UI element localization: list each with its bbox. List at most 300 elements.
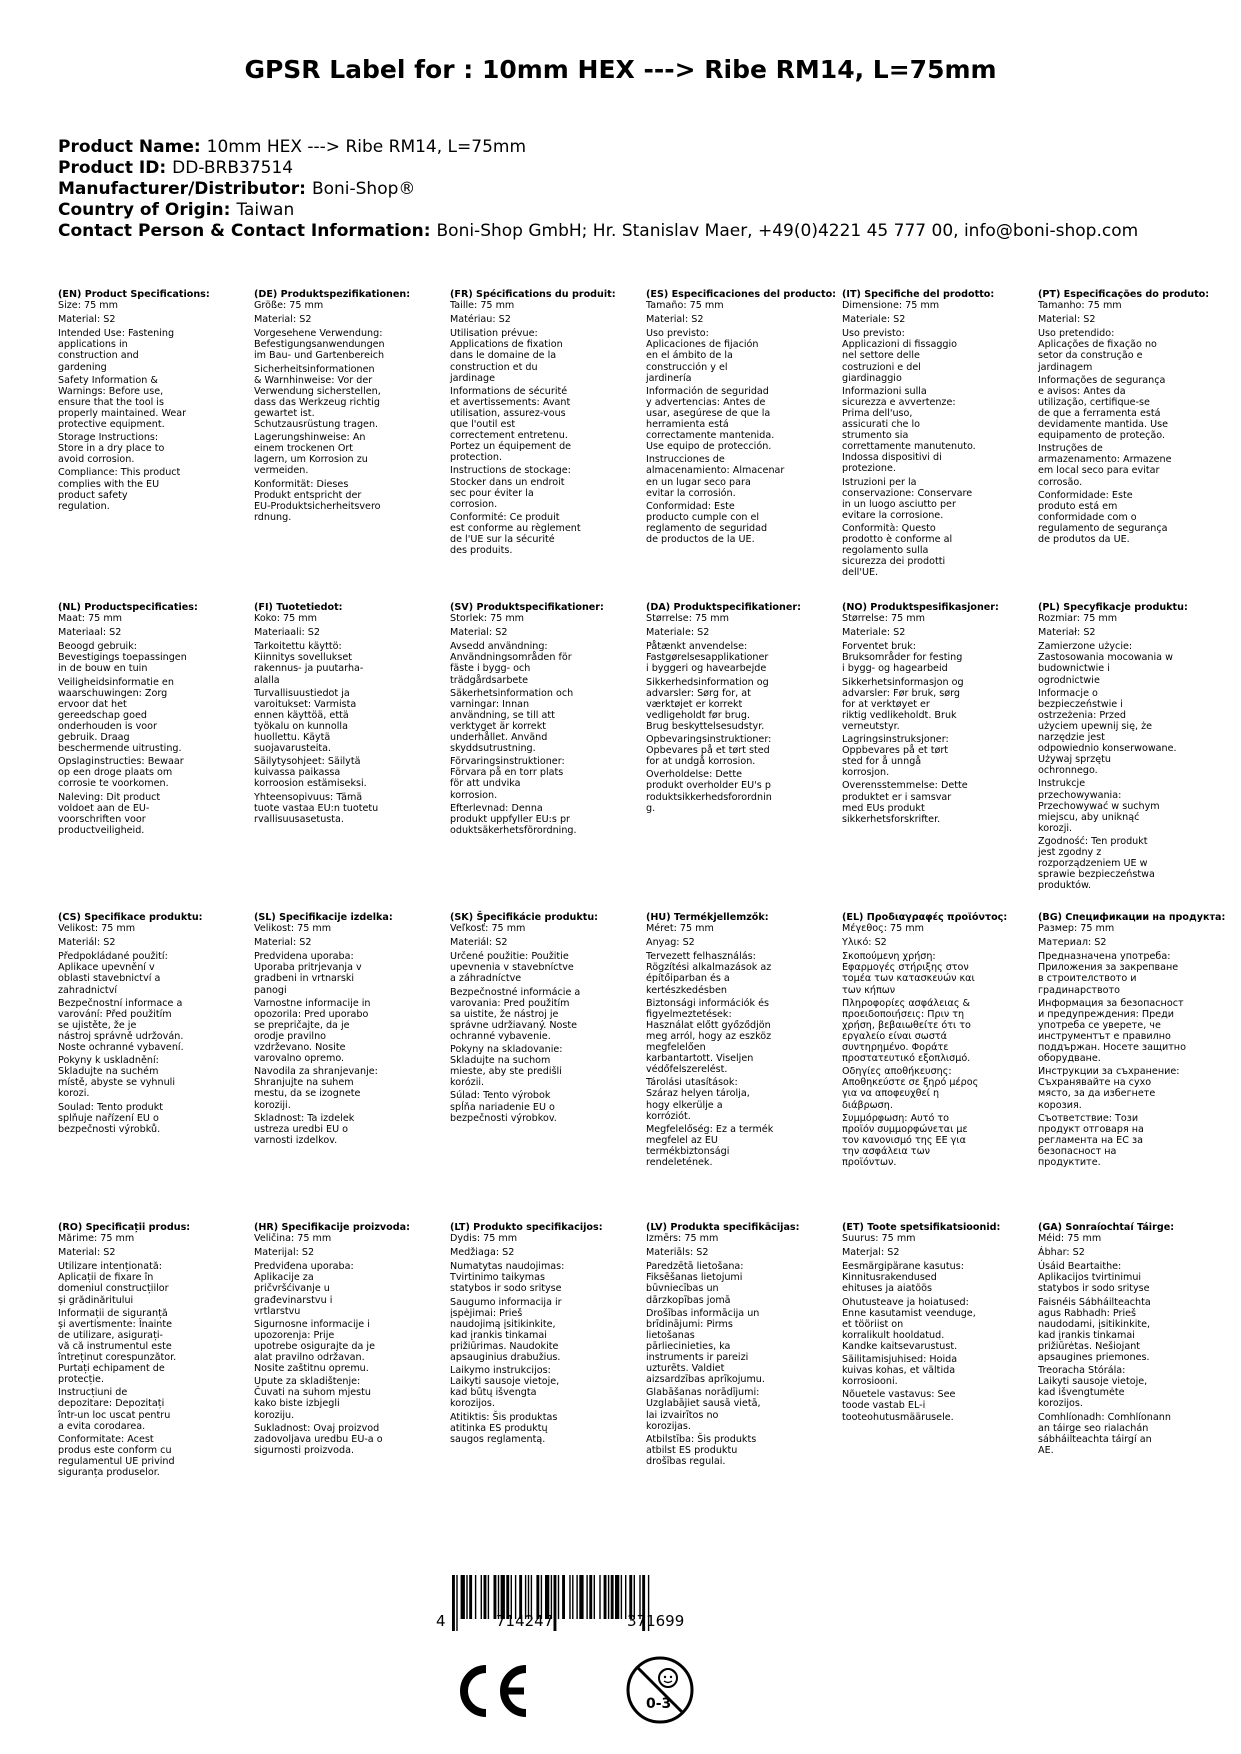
spec-line: rvallisuusasetusta. xyxy=(254,813,344,825)
spec-line: product safety xyxy=(58,489,128,501)
spec-block xyxy=(254,1376,450,1420)
info-row xyxy=(58,158,1208,179)
spec-line: Uso pretendido: xyxy=(1038,328,1115,340)
spec-line: se prepričajte, da je xyxy=(254,1019,350,1031)
barcode-bar xyxy=(558,1575,559,1619)
spec-line: Predvidena uporaba: xyxy=(254,951,354,963)
spec-line: Instrucciones de xyxy=(646,454,725,466)
spec-size: Tamaño: 75 mm xyxy=(646,300,724,312)
spec-heading: (SL) Specifikacije izdelka: xyxy=(254,912,393,923)
spec-block xyxy=(450,1412,646,1445)
spec-size: Veľkosť: 75 mm xyxy=(450,923,526,935)
spec-block xyxy=(1038,443,1234,487)
spec-material: Υλικό: S2 xyxy=(842,937,887,949)
spec-line: en un lugar seco para xyxy=(646,476,751,488)
spec-line: Avsedd användning: xyxy=(450,641,548,653)
spec-row xyxy=(58,602,1238,912)
spec-size: Dimensione: 75 mm xyxy=(842,300,940,312)
spec-line: gradbeni in vrtnarski xyxy=(254,973,355,985)
spec-block xyxy=(58,951,254,995)
spec-row xyxy=(58,1222,1238,1532)
spec-line: voorschriften voor xyxy=(58,813,146,825)
spec-line: Skladujte na suchém xyxy=(58,1066,159,1078)
spec-line: Informații de siguranță xyxy=(58,1307,168,1319)
spec-line: korralikult hooldatud. xyxy=(842,1329,945,1341)
spec-line: Treoracha Stórála: xyxy=(1038,1365,1126,1377)
spec-line: sikkerhetsforskrifter. xyxy=(842,813,941,825)
spec-line: conformidade com o xyxy=(1038,511,1137,523)
spec-line: într-un loc uscat pentru xyxy=(58,1409,171,1421)
spec-line: setor da construção e xyxy=(1038,350,1143,362)
spec-line: Yhteensopivuus: Tämä xyxy=(254,791,363,803)
spec-line: corrosion. xyxy=(450,498,498,510)
info-label: Manufacturer/Distributor: xyxy=(58,179,306,199)
spec-line: инструментът е правилно xyxy=(1038,1030,1171,1042)
spec-line: em local seco para evitar xyxy=(1038,465,1160,477)
spec-heading: (GA) Sonraíochtaí Táirge: xyxy=(1038,1222,1175,1233)
barcode-bar xyxy=(452,1575,455,1631)
spec-block xyxy=(1038,490,1234,545)
barcode-bar xyxy=(569,1575,570,1619)
spec-line: varovania: Pred použitím xyxy=(450,997,570,1009)
spec-line: a záhradníctve xyxy=(450,973,522,985)
spec-line: τον κανονισμό της ΕΕ για xyxy=(842,1134,966,1146)
info-value: 10mm HEX ---> Ribe RM14, L=75mm xyxy=(206,137,527,157)
spec-line: Prima dell'uso, xyxy=(842,407,913,419)
spec-line: an táirge seo rialachán xyxy=(1038,1422,1149,1434)
spec-block xyxy=(842,1066,1038,1110)
spec-line: oduktsäkerhetsförordning. xyxy=(450,824,577,836)
spec-line: pričvršćivanje u xyxy=(254,1283,330,1295)
spec-block xyxy=(254,1261,450,1316)
spec-block xyxy=(450,641,646,685)
spec-line: ustreza uredbi EU o xyxy=(254,1123,349,1135)
spec-line: lai izvairītos no xyxy=(646,1409,719,1421)
spec-line: Zastosowania mocowania w xyxy=(1038,652,1173,664)
spec-line: Conformité: Ce produit xyxy=(450,511,560,523)
spec-material: Materiál: S2 xyxy=(58,937,116,949)
spec-block xyxy=(450,1261,646,1294)
spec-line: Portez un équipement de xyxy=(450,441,572,453)
spec-line: ostrzeżenia: Przed xyxy=(1038,709,1126,721)
spec-line: kertészkedésben xyxy=(646,984,727,996)
spec-line: Noste ochranné vybavení. xyxy=(58,1042,184,1054)
spec-column xyxy=(842,1222,1038,1532)
spec-line: Brug beskyttelsesudstyr. xyxy=(646,720,765,732)
spec-block xyxy=(450,1365,646,1409)
spec-block xyxy=(450,803,646,836)
spec-size: Veličina: 75 mm xyxy=(254,1233,332,1245)
spec-line: Istruzioni per la xyxy=(842,476,917,488)
spec-line: megfelel az EU xyxy=(646,1134,718,1146)
barcode-bar xyxy=(456,1575,457,1631)
spec-line: Use equipo de protección. xyxy=(646,441,772,453)
spec-line: apsauginius drabužius. xyxy=(450,1352,561,1364)
spec-block xyxy=(842,998,1038,1065)
spec-block xyxy=(58,1102,254,1135)
spec-block xyxy=(58,1261,254,1305)
barcode-bar xyxy=(484,1575,487,1619)
spec-block xyxy=(646,454,842,498)
spec-line: Kandke kaitsevarustust. xyxy=(842,1340,958,1352)
spec-line: Pokyny k uskladnění: xyxy=(58,1055,159,1067)
spec-size: Размер: 75 mm xyxy=(1038,923,1115,935)
info-value: Taiwan xyxy=(236,200,295,220)
spec-line: spĺňa nariadenie EU o xyxy=(450,1101,555,1113)
spec-line: vrtlarstvu xyxy=(254,1305,301,1317)
spec-line: Laikyti sausoje vietoje, xyxy=(1038,1376,1148,1388)
spec-line: Navodila za shranjevanje: xyxy=(254,1066,378,1078)
spec-line: sábháilteachta táirgí an xyxy=(1038,1433,1152,1445)
spec-line: koroziji. xyxy=(254,1099,291,1111)
spec-line: verktyget är korrekt xyxy=(450,720,547,732)
spec-line: Utilisation prévue: xyxy=(450,328,538,340)
spec-line: tooteohutusmäärusele. xyxy=(842,1411,954,1423)
spec-line: apsaugines priemones. xyxy=(1038,1352,1150,1364)
spec-block xyxy=(1038,1297,1234,1364)
spec-line: Sigurnosne informacije i xyxy=(254,1318,370,1330)
spec-block xyxy=(450,1090,646,1123)
spec-column xyxy=(254,912,450,1222)
spec-line: Säilitamisjuhised: Hoida xyxy=(842,1354,958,1366)
spec-line: Beoogd gebruik: xyxy=(58,641,138,653)
spec-line: værktøjet er korrekt xyxy=(646,698,743,710)
spec-line: y advertencias: Antes de xyxy=(646,396,766,408)
spec-line: jardinagem xyxy=(1038,361,1093,373)
info-label: Country of Origin: xyxy=(58,200,231,220)
spec-line: a evita corodarea. xyxy=(58,1420,146,1432)
spec-line: upevnenia v stavebníctve xyxy=(450,962,574,974)
spec-size: Größe: 75 mm xyxy=(254,300,324,312)
spec-line: oblasti stavebnictví a xyxy=(58,973,161,985)
spec-line: kad įrankis tinkamai xyxy=(450,1329,547,1341)
spec-line: zahradnictví xyxy=(58,984,118,996)
spec-line: Naleving: Dit product xyxy=(58,791,161,803)
spec-column xyxy=(646,289,842,602)
spec-block xyxy=(58,375,254,430)
spec-row xyxy=(58,289,1238,602)
spec-block xyxy=(646,1308,842,1386)
spec-block xyxy=(1038,998,1234,1065)
spec-block xyxy=(842,1261,1038,1294)
barcode-bar xyxy=(589,1575,592,1619)
spec-block xyxy=(58,792,254,836)
spec-line: Úsáid Beartaithe: xyxy=(1038,1261,1122,1273)
spec-line: kuivassa paikassa xyxy=(254,767,341,779)
spec-line: Conformidade: Este xyxy=(1038,489,1133,501)
spec-block xyxy=(646,1124,842,1168)
spec-block xyxy=(58,1055,254,1099)
spec-block xyxy=(1038,1365,1234,1409)
spec-line: in un luogo asciutto per xyxy=(842,498,956,510)
spec-heading: (FR) Spécifications du produit: xyxy=(450,289,616,300)
spec-line: construction and xyxy=(58,350,139,362)
spec-heading: (EN) Product Specifications: xyxy=(58,289,210,300)
info-value: Boni-Shop GmbH; Hr. Stanislav Maer, +49(0)4221 45 777 00, info@boni-shop.com xyxy=(436,221,1139,241)
spec-block xyxy=(842,734,1038,778)
spec-line: advarsler: Sørg for, at xyxy=(646,687,751,699)
spec-line: Instrucțiuni de xyxy=(58,1387,128,1399)
spec-material: Materiał: S2 xyxy=(1038,627,1096,639)
spec-line: de produtos da UE. xyxy=(1038,533,1130,545)
spec-heading: (EL) Προδιαγραφές προϊόντος: xyxy=(842,912,1008,923)
barcode-bar xyxy=(621,1575,622,1619)
spec-block xyxy=(842,477,1038,521)
spec-line: kad būtų išvengta xyxy=(450,1387,537,1399)
spec-line: Tvirtinimo taikymas xyxy=(450,1272,546,1284)
spec-heading: (LV) Produkta specifikācijas: xyxy=(646,1222,800,1233)
spec-column xyxy=(1038,912,1234,1222)
spec-line: op een droge plaats om xyxy=(58,767,173,779)
spec-line: Conformitate: Acest xyxy=(58,1433,154,1445)
info-label: Contact Person & Contact Information: xyxy=(58,221,431,241)
spec-block xyxy=(254,1319,450,1374)
spec-material: Materiaal: S2 xyxy=(58,627,122,639)
spec-line: dārzkopības jomā xyxy=(646,1294,731,1306)
spec-size: Koko: 75 mm xyxy=(254,613,317,625)
barcode-bar xyxy=(611,1575,614,1619)
spec-line: Sicherheitsinformationen xyxy=(254,363,375,375)
spec-column xyxy=(450,602,646,912)
spec-line: drošības regulai. xyxy=(646,1455,726,1467)
spec-block xyxy=(1038,778,1234,833)
spec-line: utilização, certifique-se xyxy=(1038,396,1150,408)
spec-line: Uso previsto: xyxy=(842,328,905,340)
spec-line: budownictwie i xyxy=(1038,663,1110,675)
spec-block xyxy=(254,1113,450,1146)
spec-line: riktig vedlikeholdt. Bruk xyxy=(842,709,957,721)
spec-block xyxy=(450,512,646,556)
spec-line: que l'outil est xyxy=(450,419,516,431)
spec-material: Material: S2 xyxy=(254,937,312,949)
spec-line: & Warnhinweise: Vor der xyxy=(254,374,373,386)
spec-block xyxy=(58,1308,254,1386)
spec-line: Saugumo informacija ir xyxy=(450,1296,562,1308)
spec-line: voldoet aan de EU- xyxy=(58,802,150,814)
spec-block xyxy=(646,951,842,995)
spec-column xyxy=(450,1222,646,1532)
spec-line: korozji. xyxy=(1038,822,1073,834)
spec-line: usar, asegúrese de que la xyxy=(646,407,771,419)
spec-line: AE. xyxy=(1038,1444,1054,1456)
spec-heading: (SK) Špecifikácie produktu: xyxy=(450,912,599,923)
spec-block xyxy=(646,677,842,732)
spec-heading: (DE) Produktspezifikationen: xyxy=(254,289,411,300)
spec-line: προϊόντων. xyxy=(842,1156,897,1168)
spec-line: rendeletének. xyxy=(646,1156,713,1168)
spec-line: odpowiednio konserwowane. xyxy=(1038,743,1177,755)
spec-line: kuivas kohas, et vältida xyxy=(842,1365,956,1377)
spec-block xyxy=(254,364,450,431)
spec-heading: (LT) Produkto specifikacijos: xyxy=(450,1222,603,1233)
spec-material: Material: S2 xyxy=(254,314,312,326)
spec-line: Aplicaciones de fijación xyxy=(646,339,759,351)
spec-line: místě, abyste se vyhnuli xyxy=(58,1077,176,1089)
spec-line: Zgodność: Ten produkt xyxy=(1038,835,1148,847)
spec-line: Laikymo instrukcijos: xyxy=(450,1365,551,1377)
spec-line: Bruksområder for festing xyxy=(842,652,963,664)
spec-block xyxy=(254,688,450,755)
spec-block xyxy=(450,386,646,464)
spec-line: onderhouden is voor xyxy=(58,720,157,732)
spec-line: zadovoljava uredbu EU-a o xyxy=(254,1433,383,1445)
spec-line: Intended Use: Fastening xyxy=(58,328,175,340)
spec-line: Konformität: Dieses xyxy=(254,478,349,490)
spec-line: korózii. xyxy=(450,1077,485,1089)
spec-line: gewartet ist. xyxy=(254,407,315,419)
spec-line: armazenamento: Armazene xyxy=(1038,454,1172,466)
spec-block xyxy=(646,501,842,545)
spec-line: conservazione: Conservare xyxy=(842,487,973,499)
spec-line: Aplicações de fixação no xyxy=(1038,339,1157,351)
spec-material: Material: S2 xyxy=(58,1247,116,1259)
info-label: Product ID: xyxy=(58,158,167,178)
spec-line: sa uistite, že nástroj je xyxy=(450,1008,559,1020)
spec-line: atitinka ES produktų xyxy=(450,1422,548,1434)
spec-line: Efterlevnad: Denna xyxy=(450,802,543,814)
spec-heading: (ES) Especificaciones del producto: xyxy=(646,289,837,300)
spec-material: Material: S2 xyxy=(646,314,704,326)
spec-block xyxy=(1038,1066,1234,1110)
spec-line: Čuvati na suhom mjestu xyxy=(254,1387,371,1399)
spec-size: Size: 75 mm xyxy=(58,300,118,312)
spec-line: Compliance: This product xyxy=(58,467,181,479)
spec-line: lagern, um Korrosion zu xyxy=(254,454,368,466)
barcode-bar xyxy=(599,1575,600,1619)
spec-column xyxy=(254,602,450,912)
spec-block xyxy=(1038,328,1234,372)
spec-line: Informacje o xyxy=(1038,687,1098,699)
spec-material: Material: S2 xyxy=(1038,314,1096,326)
spec-line: Használat előtt győződjön xyxy=(646,1019,771,1031)
spec-line: underhållet. Använd xyxy=(450,732,548,744)
spec-column xyxy=(646,602,842,912)
spec-line: työkalu on kunnolla xyxy=(254,720,348,732)
spec-line: Purtați echipament de xyxy=(58,1363,165,1375)
spec-heading: (BG) Спецификации на продукта: xyxy=(1038,912,1226,923)
spec-line: varování: Před použitím xyxy=(58,1008,172,1020)
spec-material: Materiál: S2 xyxy=(450,937,508,949)
spec-size: Velikost: 75 mm xyxy=(58,923,136,935)
spec-line: την ασφάλεια των xyxy=(842,1145,930,1157)
spec-line: Predviđena uporaba: xyxy=(254,1261,354,1273)
info-row xyxy=(58,221,1208,242)
spec-block xyxy=(646,1077,842,1121)
barcode-bar xyxy=(466,1575,467,1619)
spec-line: Indossa dispositivi di xyxy=(842,452,942,464)
spec-size: Størrelse: 75 mm xyxy=(646,613,729,625)
spec-line: регламента на ЕС за xyxy=(1038,1134,1143,1146)
spec-line: regulamentul UE privind xyxy=(58,1455,175,1467)
barcode-bar xyxy=(475,1575,476,1619)
spec-line: Bezpečnostné informácie a xyxy=(450,986,581,998)
spec-line: Stocker dans un endroit xyxy=(450,476,565,488)
spec-line: Laikyti sausoje vietoje, xyxy=(450,1376,560,1388)
spec-line: korozi. xyxy=(58,1088,90,1100)
spec-line: για να αποφευχθεί η xyxy=(842,1088,940,1100)
spec-line: Upute za skladištenje: xyxy=(254,1376,361,1388)
barcode xyxy=(434,1575,734,1647)
spec-line: megfelelően xyxy=(646,1042,706,1054)
spec-line: Určené použitie: Použitie xyxy=(450,951,569,963)
spec-block xyxy=(646,1434,842,1467)
spec-block xyxy=(842,328,1038,383)
spec-block xyxy=(842,1113,1038,1168)
barcode-left-digits: 714247 xyxy=(496,1612,554,1630)
spec-line: Soulad: Tento produkt xyxy=(58,1101,164,1113)
spec-line: suojavarusteita. xyxy=(254,743,332,755)
spec-line: in de bouw en tuin xyxy=(58,663,148,675)
spec-block xyxy=(58,1387,254,1431)
spec-block xyxy=(450,465,646,509)
spec-block xyxy=(842,1389,1038,1422)
spec-block xyxy=(254,1423,450,1456)
spec-line: corrosie te voorkomen. xyxy=(58,778,169,790)
spec-size: Taille: 75 mm xyxy=(450,300,515,312)
spec-block xyxy=(450,987,646,1042)
spec-line: correctement entretenu. xyxy=(450,430,568,442)
spec-line: fäste i bygg- och xyxy=(450,663,531,675)
spec-line: et avertissements: Avant xyxy=(450,396,571,408)
spec-column xyxy=(1038,602,1234,912)
spec-block xyxy=(646,998,842,1076)
spec-line: ennen käyttöä, että xyxy=(254,709,349,721)
spec-size: Suurus: 75 mm xyxy=(842,1233,916,1245)
barcode-bar xyxy=(586,1575,587,1619)
spec-line: devidamente mantida. Use xyxy=(1038,419,1169,431)
info-value: DD-BRB37514 xyxy=(172,158,294,178)
spec-block xyxy=(646,769,842,813)
spec-line: panogi xyxy=(254,984,287,996)
spec-column xyxy=(646,1222,842,1532)
spec-line: Påtænkt anvendelse: xyxy=(646,641,748,653)
info-row xyxy=(58,179,1208,200)
spec-line: sicurezza dei prodotti xyxy=(842,556,946,568)
spec-line: Befestigungsanwendungen xyxy=(254,339,385,351)
spec-line: jardinage xyxy=(450,372,496,384)
spec-line: g. xyxy=(646,802,656,814)
spec-line: użyciem upewnij się, że xyxy=(1038,720,1153,732)
spec-line: Uporaba pritrjevanja v xyxy=(254,962,362,974)
spec-line: roduktsikkerhedsforordnin xyxy=(646,791,772,803)
spec-line: rdnung. xyxy=(254,511,292,523)
spec-size: Μέγεθος: 75 mm xyxy=(842,923,924,935)
spec-line: protecție. xyxy=(58,1374,105,1386)
spec-material: Материал: S2 xyxy=(1038,937,1107,949)
barcode-bar xyxy=(554,1575,557,1631)
spec-line: correttamente manutenuto. xyxy=(842,441,976,453)
spec-line: prodotto è conforme al xyxy=(842,533,953,545)
barcode-bars xyxy=(434,1575,734,1647)
spec-line: equipamento de proteção. xyxy=(1038,430,1166,442)
spec-line: Aplicații de fixare în xyxy=(58,1272,154,1284)
spec-line: Applications de fixation xyxy=(450,339,563,351)
spec-line: aizsardzības aprīkojumu. xyxy=(646,1374,765,1386)
spec-line: gereedschap goed xyxy=(58,709,147,721)
spec-material: Materiāls: S2 xyxy=(646,1247,709,1259)
spec-line: Säkerhetsinformation och xyxy=(450,687,574,699)
spec-column xyxy=(1038,1222,1234,1532)
spec-block xyxy=(254,479,450,523)
spec-line: Tárolási utasítások: xyxy=(646,1077,738,1089)
spec-line: Opslaginstructies: Bewaar xyxy=(58,756,184,768)
spec-line: bezpečnosti výrobkov. xyxy=(450,1112,557,1124)
spec-material: Materiale: S2 xyxy=(842,314,906,326)
spec-line: Skladujte na suchom xyxy=(450,1055,551,1067)
spec-line: градинарството xyxy=(1038,984,1120,996)
spec-line: varningar: Innan xyxy=(450,698,530,710)
spec-block xyxy=(842,951,1038,995)
